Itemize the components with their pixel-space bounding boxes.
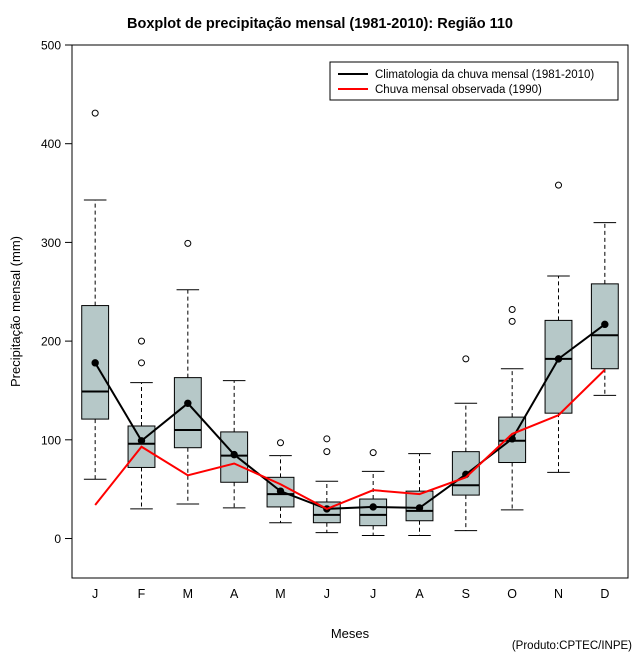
- credit-note: (Produto:CPTEC/INPE): [511, 640, 632, 652]
- outlier-point: [92, 110, 98, 116]
- y-axis-title: Precipitação mensal (mm): [8, 236, 23, 387]
- boxplot-box: [591, 223, 618, 396]
- series-point: [416, 505, 422, 511]
- y-tick-label: 100: [40, 433, 61, 448]
- x-tick-label: F: [137, 587, 146, 601]
- outlier-point: [278, 440, 284, 446]
- boxplot-box: [452, 356, 479, 531]
- boxplot-box: [82, 110, 109, 479]
- y-tick-label: 200: [40, 334, 61, 349]
- outlier-point: [370, 450, 376, 456]
- series-point: [555, 356, 561, 362]
- outlier-point: [463, 356, 469, 362]
- plot-frame: [72, 45, 628, 578]
- outlier-point: [324, 449, 330, 455]
- boxplot-box: [499, 307, 526, 510]
- outlier-point: [139, 360, 145, 366]
- box-iqr: [545, 320, 572, 413]
- series-point: [92, 360, 98, 366]
- x-tick-label: A: [229, 587, 239, 601]
- y-tick-label: 300: [40, 235, 61, 250]
- x-tick-label: J: [92, 587, 99, 601]
- x-tick-label: S: [461, 587, 471, 601]
- x-tick-label: N: [553, 587, 564, 601]
- outlier-point: [324, 436, 330, 442]
- x-tick-label: A: [415, 587, 424, 601]
- y-tick-label: 0: [54, 532, 61, 547]
- boxplot-box: [360, 450, 387, 536]
- outlier-point: [509, 307, 515, 313]
- y-tick-label: 400: [40, 137, 61, 152]
- series-point: [370, 504, 376, 510]
- page-title: Boxplot de precipitação mensal (1981-2010): Região 110: [126, 16, 513, 32]
- x-axis-title: Meses: [330, 626, 370, 641]
- series-point: [231, 451, 237, 457]
- boxplot-box: [313, 436, 340, 533]
- boxplot-box: [545, 182, 572, 472]
- legend-label: Climatologia da chuva mensal (1981-2010): [375, 69, 595, 81]
- x-tick-label: M: [275, 587, 286, 601]
- legend-label: Chuva mensal observada (1990): [375, 84, 542, 96]
- series-line: [95, 370, 605, 509]
- series-point: [138, 438, 144, 444]
- series-point: [602, 321, 608, 327]
- box-iqr: [360, 499, 387, 526]
- y-tick-label: 500: [40, 38, 61, 53]
- x-tick-label: O: [507, 587, 518, 601]
- x-tick-label: J: [370, 587, 377, 601]
- series-line: [95, 324, 605, 509]
- series-point: [185, 400, 191, 406]
- x-tick-label: M: [182, 587, 194, 601]
- outlier-point: [185, 240, 191, 246]
- boxplot-box: [267, 440, 294, 523]
- boxplot-box: [174, 240, 201, 504]
- outlier-point: [509, 318, 515, 324]
- series-point: [277, 488, 283, 494]
- outlier-point: [139, 338, 145, 344]
- outlier-point: [556, 182, 562, 188]
- x-tick-label: D: [600, 587, 610, 601]
- x-tick-label: J: [323, 587, 330, 601]
